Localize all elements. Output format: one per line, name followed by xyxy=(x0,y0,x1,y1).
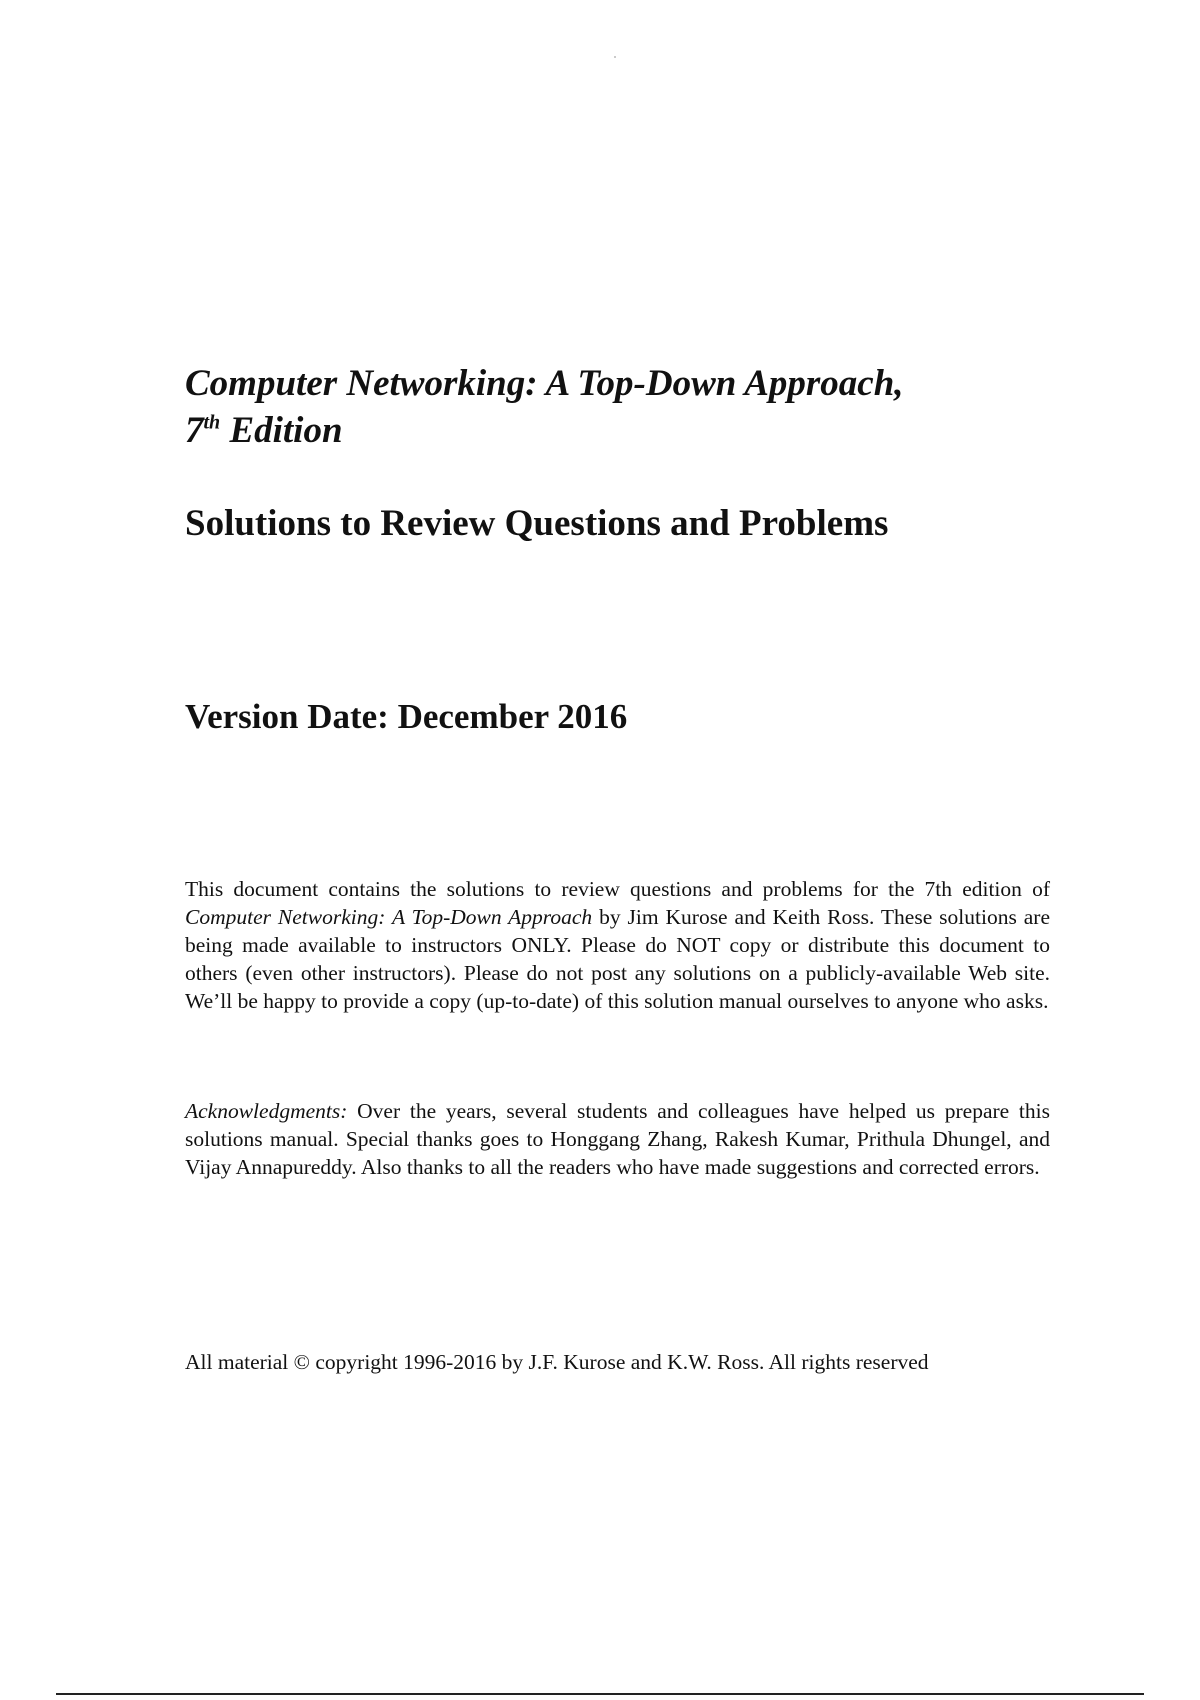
edition-number: 7 xyxy=(185,410,204,451)
scan-speck xyxy=(614,56,616,58)
acknowledgments-text: Over the years, several students and colleagues have helped us prepare this solutions manual. Special thanks goes to Honggang Zhang, Rakesh Kumar, Prithula Dhungel, and Vijay Annapureddy. Also thanks to all the readers who have made suggestions and corrected errors. xyxy=(185,1099,1050,1179)
acknowledgments-paragraph xyxy=(185,1097,1050,1181)
intro-book-title: Computer Networking: A Top-Down Approach xyxy=(185,905,593,929)
intro-text-part1: This document contains the solutions to review questions and problems for the 7th edition of xyxy=(185,877,1050,901)
copyright-notice: All material © copyright 1996-2016 by J.F. Kurose and K.W. Ross. All rights reserved xyxy=(185,1350,929,1374)
edition-word: Edition xyxy=(229,410,343,451)
acknowledgments-label: Acknowledgments: xyxy=(185,1099,348,1123)
edition-suffix: th xyxy=(203,411,221,434)
version-date: Version Date: December 2016 xyxy=(185,697,628,736)
footer-rule xyxy=(56,1693,1144,1695)
book-title-line1: Computer Networking: A Top-Down Approach, xyxy=(185,363,904,404)
title-block xyxy=(185,360,1085,454)
subtitle: Solutions to Review Questions and Problems xyxy=(185,503,889,544)
intro-text-part2: by Jim Kurose and Keith Ross. These solutions are being made available to instructors ONLY. Please do NOT copy or distribute this document to others (even other instructors). Please do not post any solutions on a publicly-available Web site. We’ll be happy to provide a copy (up-to-date) of this solution manual ourselves to anyone who asks. xyxy=(185,905,1051,1013)
intro-paragraph xyxy=(185,875,1050,1015)
book-title xyxy=(185,360,1085,454)
